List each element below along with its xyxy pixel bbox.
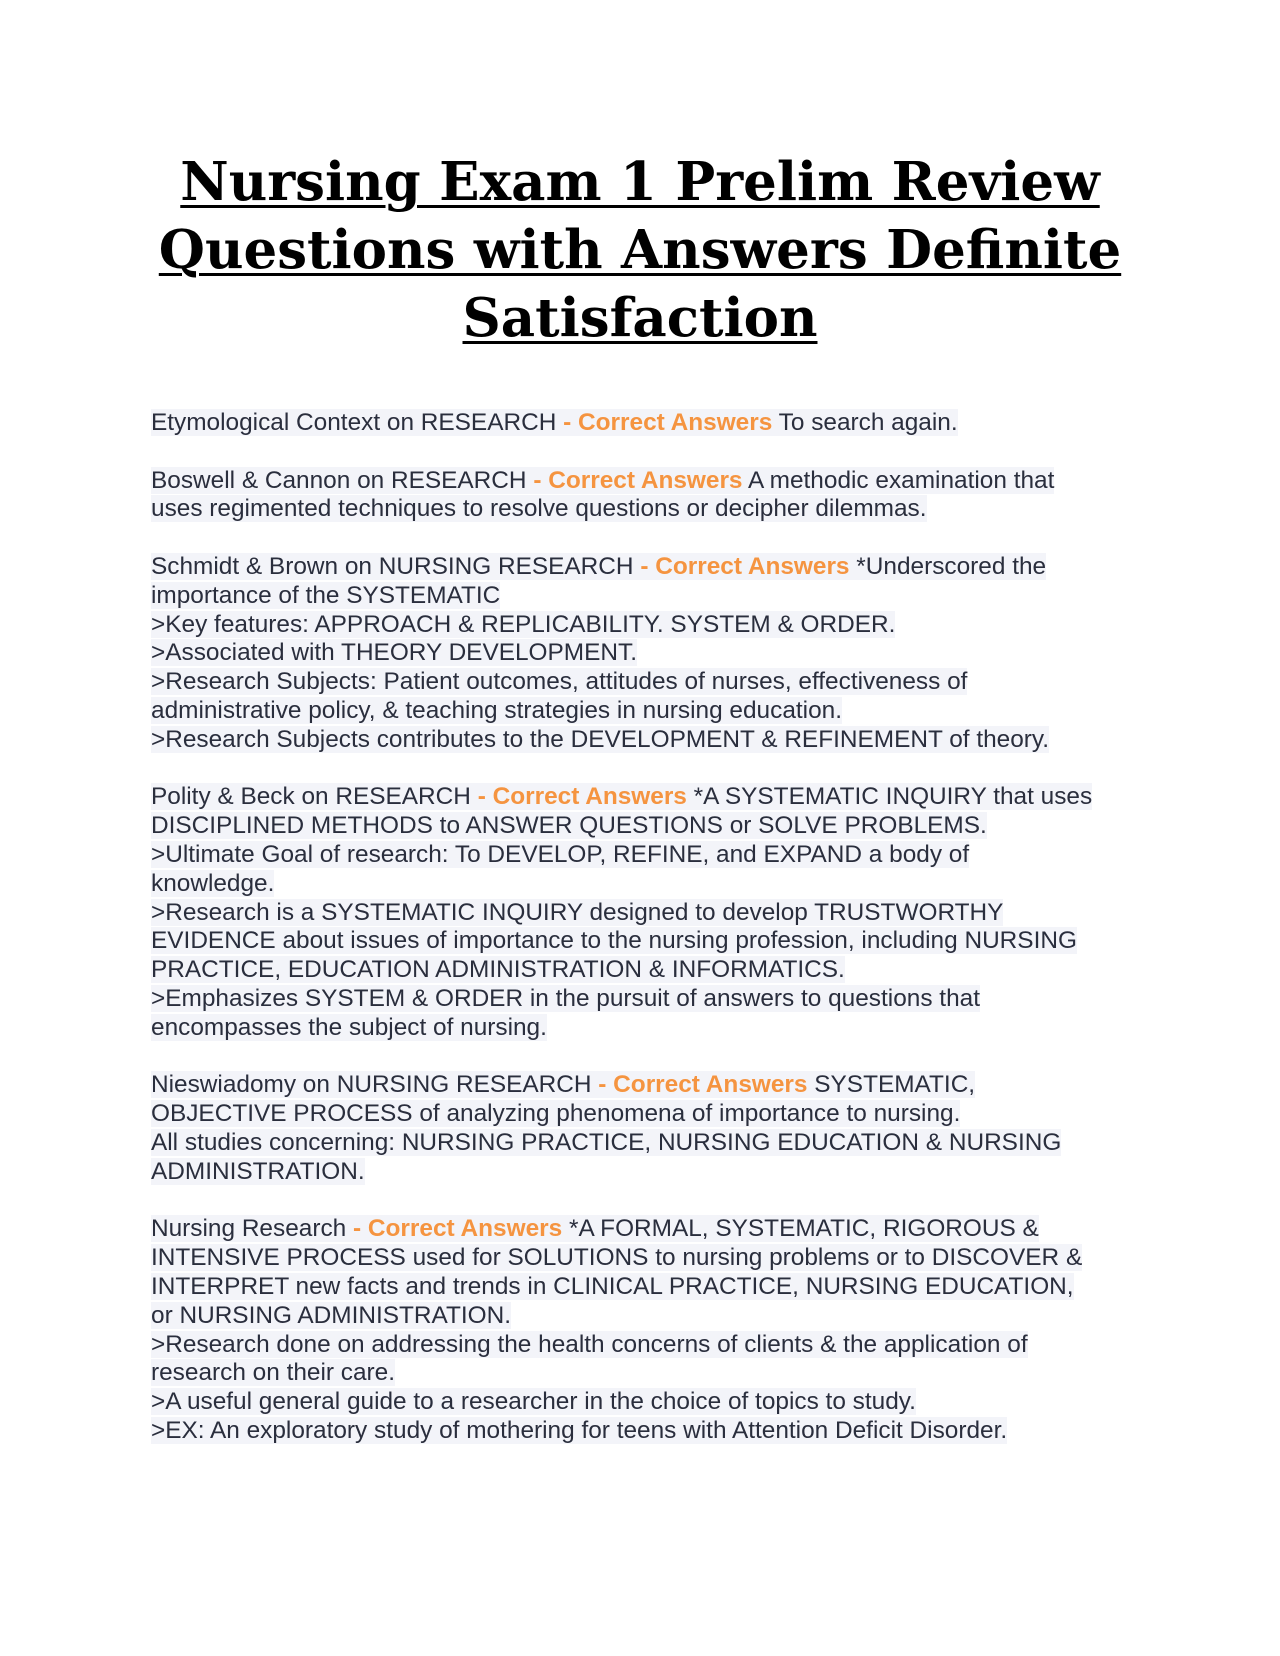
- qa-item-schmidt-brown: [151, 553, 1151, 755]
- qa-answer-line: PRACTICE, EDUCATION ADMINISTRATION & INFORMATICS.: [151, 956, 845, 984]
- qa-answer-line: >Research Subjects: Patient outcomes, attitudes of nurses, effectiveness of: [151, 668, 968, 696]
- qa-term: Etymological Context on RESEARCH: [151, 409, 557, 436]
- correct-answers-label: - Correct Answers: [477, 783, 687, 811]
- correct-answers-label: - Correct Answers: [533, 466, 743, 494]
- qa-first-line: [151, 1071, 975, 1098]
- title-line-2: Questions with Answers Definite: [158, 219, 1122, 281]
- qa-answer-line: >A useful general guide to a researcher in the choice of topics to study.: [151, 1388, 916, 1416]
- correct-answers-label: - Correct Answers: [640, 552, 850, 580]
- qa-term: Nursing Research: [151, 1215, 347, 1243]
- qa-answer: To search again.: [778, 409, 958, 436]
- qa-answer-line: INTERPRET new facts and trends in CLINICAL PRACTICE, NURSING EDUCATION,: [151, 1272, 1074, 1300]
- title-line-3: Satisfaction: [462, 287, 818, 349]
- qa-answer-line: >EX: An exploratory study of mothering for teens with Attention Deficit Disorder.: [151, 1416, 1008, 1444]
- correct-answers-label: - Correct Answers: [598, 1071, 808, 1099]
- qa-term: Schmidt & Brown on NURSING RESEARCH: [151, 552, 634, 580]
- qa-answer-line: administrative policy, & teaching strategies in nursing education.: [151, 696, 842, 724]
- qa-answer-line: uses regimented techniques to resolve questions or decipher dilemmas.: [151, 495, 927, 523]
- qa-answer-line: All studies concerning: NURSING PRACTICE, NURSING EDUCATION & NURSING: [151, 1128, 1062, 1156]
- qa-answer-line: >Key features: APPROACH & REPLICABILITY. SYSTEM & ORDER.: [151, 610, 896, 638]
- qa-answer-line: >Research done on addressing the health concerns of clients & the application of: [151, 1330, 1028, 1358]
- qa-answer-line: >Research is a SYSTEMATIC INQUIRY designed to develop TRUSTWORTHY: [151, 898, 1004, 926]
- correct-answers-label: - Correct Answers: [563, 409, 773, 436]
- qa-answer-line: EVIDENCE about issues of importance to the nursing profession, including NURSING: [151, 927, 1077, 955]
- qa-item-etymological: [151, 409, 1151, 438]
- qa-answer-line: >Emphasizes SYSTEM & ORDER in the pursuit of answers to questions that: [151, 984, 980, 1012]
- qa-answer-line: importance of the SYSTEMATIC: [151, 581, 501, 609]
- qa-answer-line: knowledge.: [151, 869, 275, 897]
- qa-first-line: [151, 1215, 1039, 1242]
- qa-first-line: [151, 467, 1054, 494]
- qa-answer-line: DISCIPLINED METHODS to ANSWER QUESTIONS or SOLVE PROBLEMS.: [151, 812, 987, 840]
- qa-list: [151, 409, 1151, 1474]
- qa-answer-line: encompasses the subject of nursing.: [151, 1013, 547, 1041]
- qa-answer-line: or NURSING ADMINISTRATION.: [151, 1301, 512, 1329]
- qa-answer-line: >Ultimate Goal of research: To DEVELOP, REFINE, and EXPAND a body of: [151, 840, 970, 868]
- qa-item-nieswiadomy: [151, 1071, 1151, 1186]
- qa-answer-line: INTENSIVE PROCESS used for SOLUTIONS to nursing problems or to DISCOVER &: [151, 1244, 1083, 1272]
- qa-answer: *A SYSTEMATIC INQUIRY that uses: [693, 783, 1093, 811]
- qa-term: Polity & Beck on RESEARCH: [151, 783, 471, 811]
- qa-answer-line: >Associated with THEORY DEVELOPMENT.: [151, 639, 637, 667]
- qa-answer-line: ADMINISTRATION.: [151, 1157, 365, 1185]
- qa-first-line: [151, 409, 958, 436]
- title-line-1: Nursing Exam 1 Prelim Review: [180, 151, 1100, 213]
- qa-answer: A methodic examination that: [747, 466, 1055, 494]
- qa-first-line: [151, 783, 1092, 810]
- qa-answer-line: >Research Subjects contributes to the DEVELOPMENT & REFINEMENT of theory.: [151, 725, 1050, 753]
- qa-item-boswell-cannon: [151, 467, 1151, 525]
- qa-item-nursing-research: [151, 1215, 1151, 1445]
- document-title: [150, 148, 1130, 352]
- qa-answer: *A FORMAL, SYSTEMATIC, RIGOROUS &: [568, 1215, 1039, 1243]
- correct-answers-label: - Correct Answers: [353, 1215, 563, 1243]
- qa-answer-line: OBJECTIVE PROCESS of analyzing phenomena of importance to nursing.: [151, 1100, 961, 1128]
- qa-answer-line: research on their care.: [151, 1359, 396, 1387]
- qa-item-polity-beck: [151, 783, 1151, 1042]
- qa-answer: *Underscored the: [856, 552, 1047, 580]
- qa-first-line: [151, 553, 1046, 580]
- qa-answer: SYSTEMATIC,: [814, 1071, 976, 1099]
- qa-term: Boswell & Cannon on RESEARCH: [151, 466, 527, 494]
- qa-term: Nieswiadomy on NURSING RESEARCH: [151, 1071, 592, 1099]
